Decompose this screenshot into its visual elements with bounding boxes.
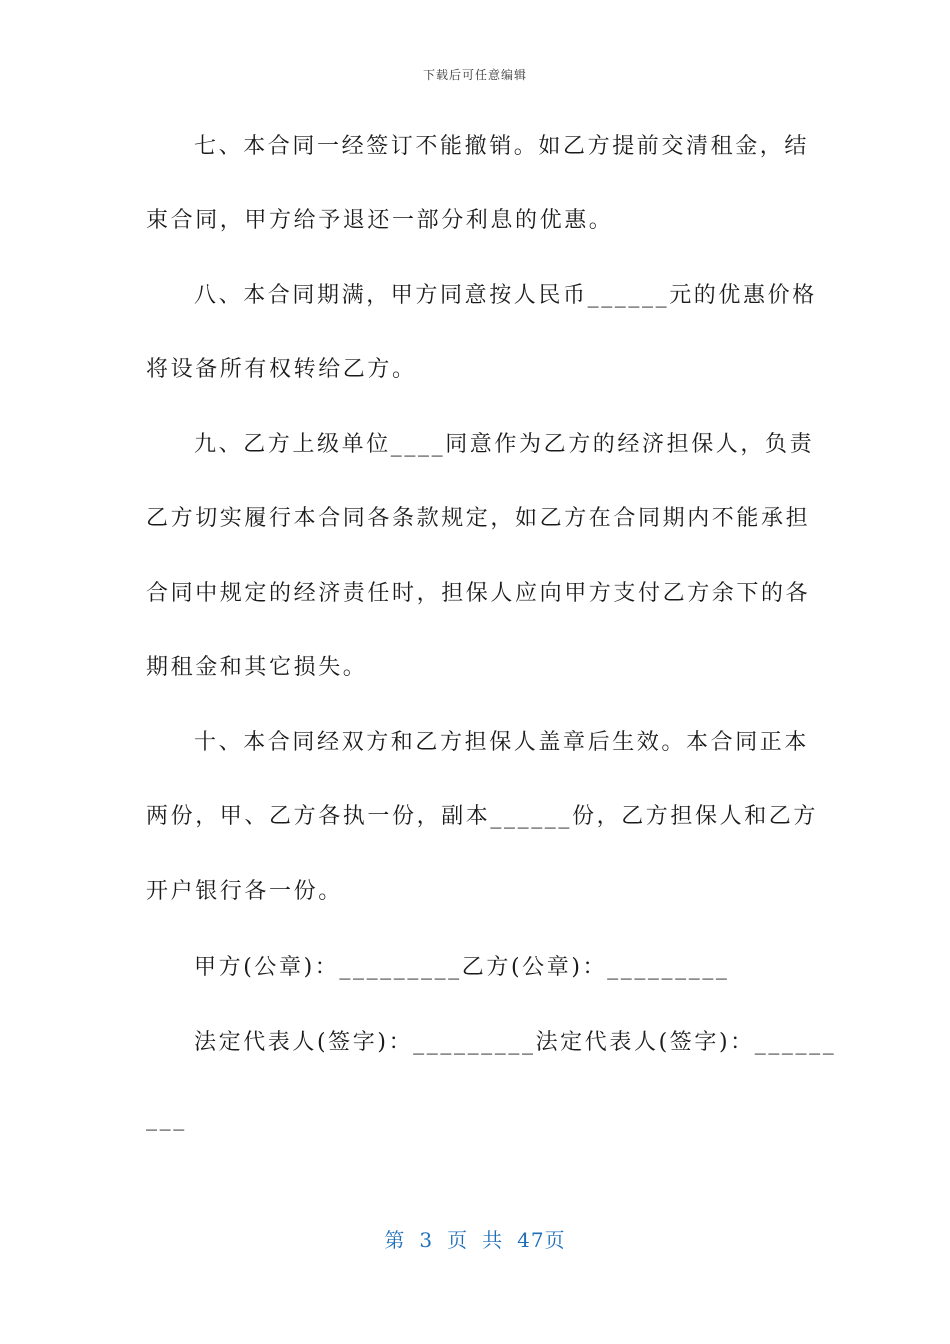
clause-10-line-1: 十、本合同经双方和乙方担保人盖章后生效。本合同正本 (194, 730, 810, 755)
footer-word-di: 第 (384, 1228, 406, 1252)
party-seal-line: 甲方(公章)：_________乙方(公章)：_________ (194, 955, 730, 980)
page-footer (0, 1224, 950, 1253)
clause-9-line-1: 九、乙方上级单位____同意作为乙方的经济担保人，负责 (194, 432, 815, 457)
clause-9-line-2: 乙方切实履行本合同各条款规定，如乙方在合同期内不能承担 (146, 506, 811, 531)
legal-representative-line: 法定代表人(签字)：_________法定代表人(签字)：______ (194, 1030, 837, 1055)
legal-representative-line-continued: ___ (146, 1106, 187, 1131)
page-header-note: 下载后可任意编辑 (422, 68, 527, 82)
footer-word-ye: 页 (447, 1228, 469, 1252)
clause-7-line-2: 束合同，甲方给予退还一部分利息的优惠。 (146, 208, 614, 233)
clause-8-line-2: 将设备所有权转给乙方。 (146, 357, 417, 382)
clause-10-line-3: 开户银行各一份。 (146, 879, 343, 904)
clause-7-line-1: 七、本合同一经签订不能撤销。如乙方提前交清租金，结 (194, 134, 810, 159)
clause-10-line-2: 两份，甲、乙方各执一份，副本______份，乙方担保人和乙方 (146, 804, 819, 829)
footer-total-pages: 47页 (517, 1228, 566, 1252)
clause-9-line-4: 期租金和其它损失。 (146, 655, 368, 680)
clause-8-line-1: 八、本合同期满，甲方同意按人民币______元的优惠价格 (194, 283, 817, 308)
footer-page-number: 3 (419, 1228, 434, 1252)
footer-word-gong: 共 (482, 1228, 504, 1252)
clause-9-line-3: 合同中规定的经济责任时，担保人应向甲方支付乙方余下的各 (146, 581, 811, 606)
